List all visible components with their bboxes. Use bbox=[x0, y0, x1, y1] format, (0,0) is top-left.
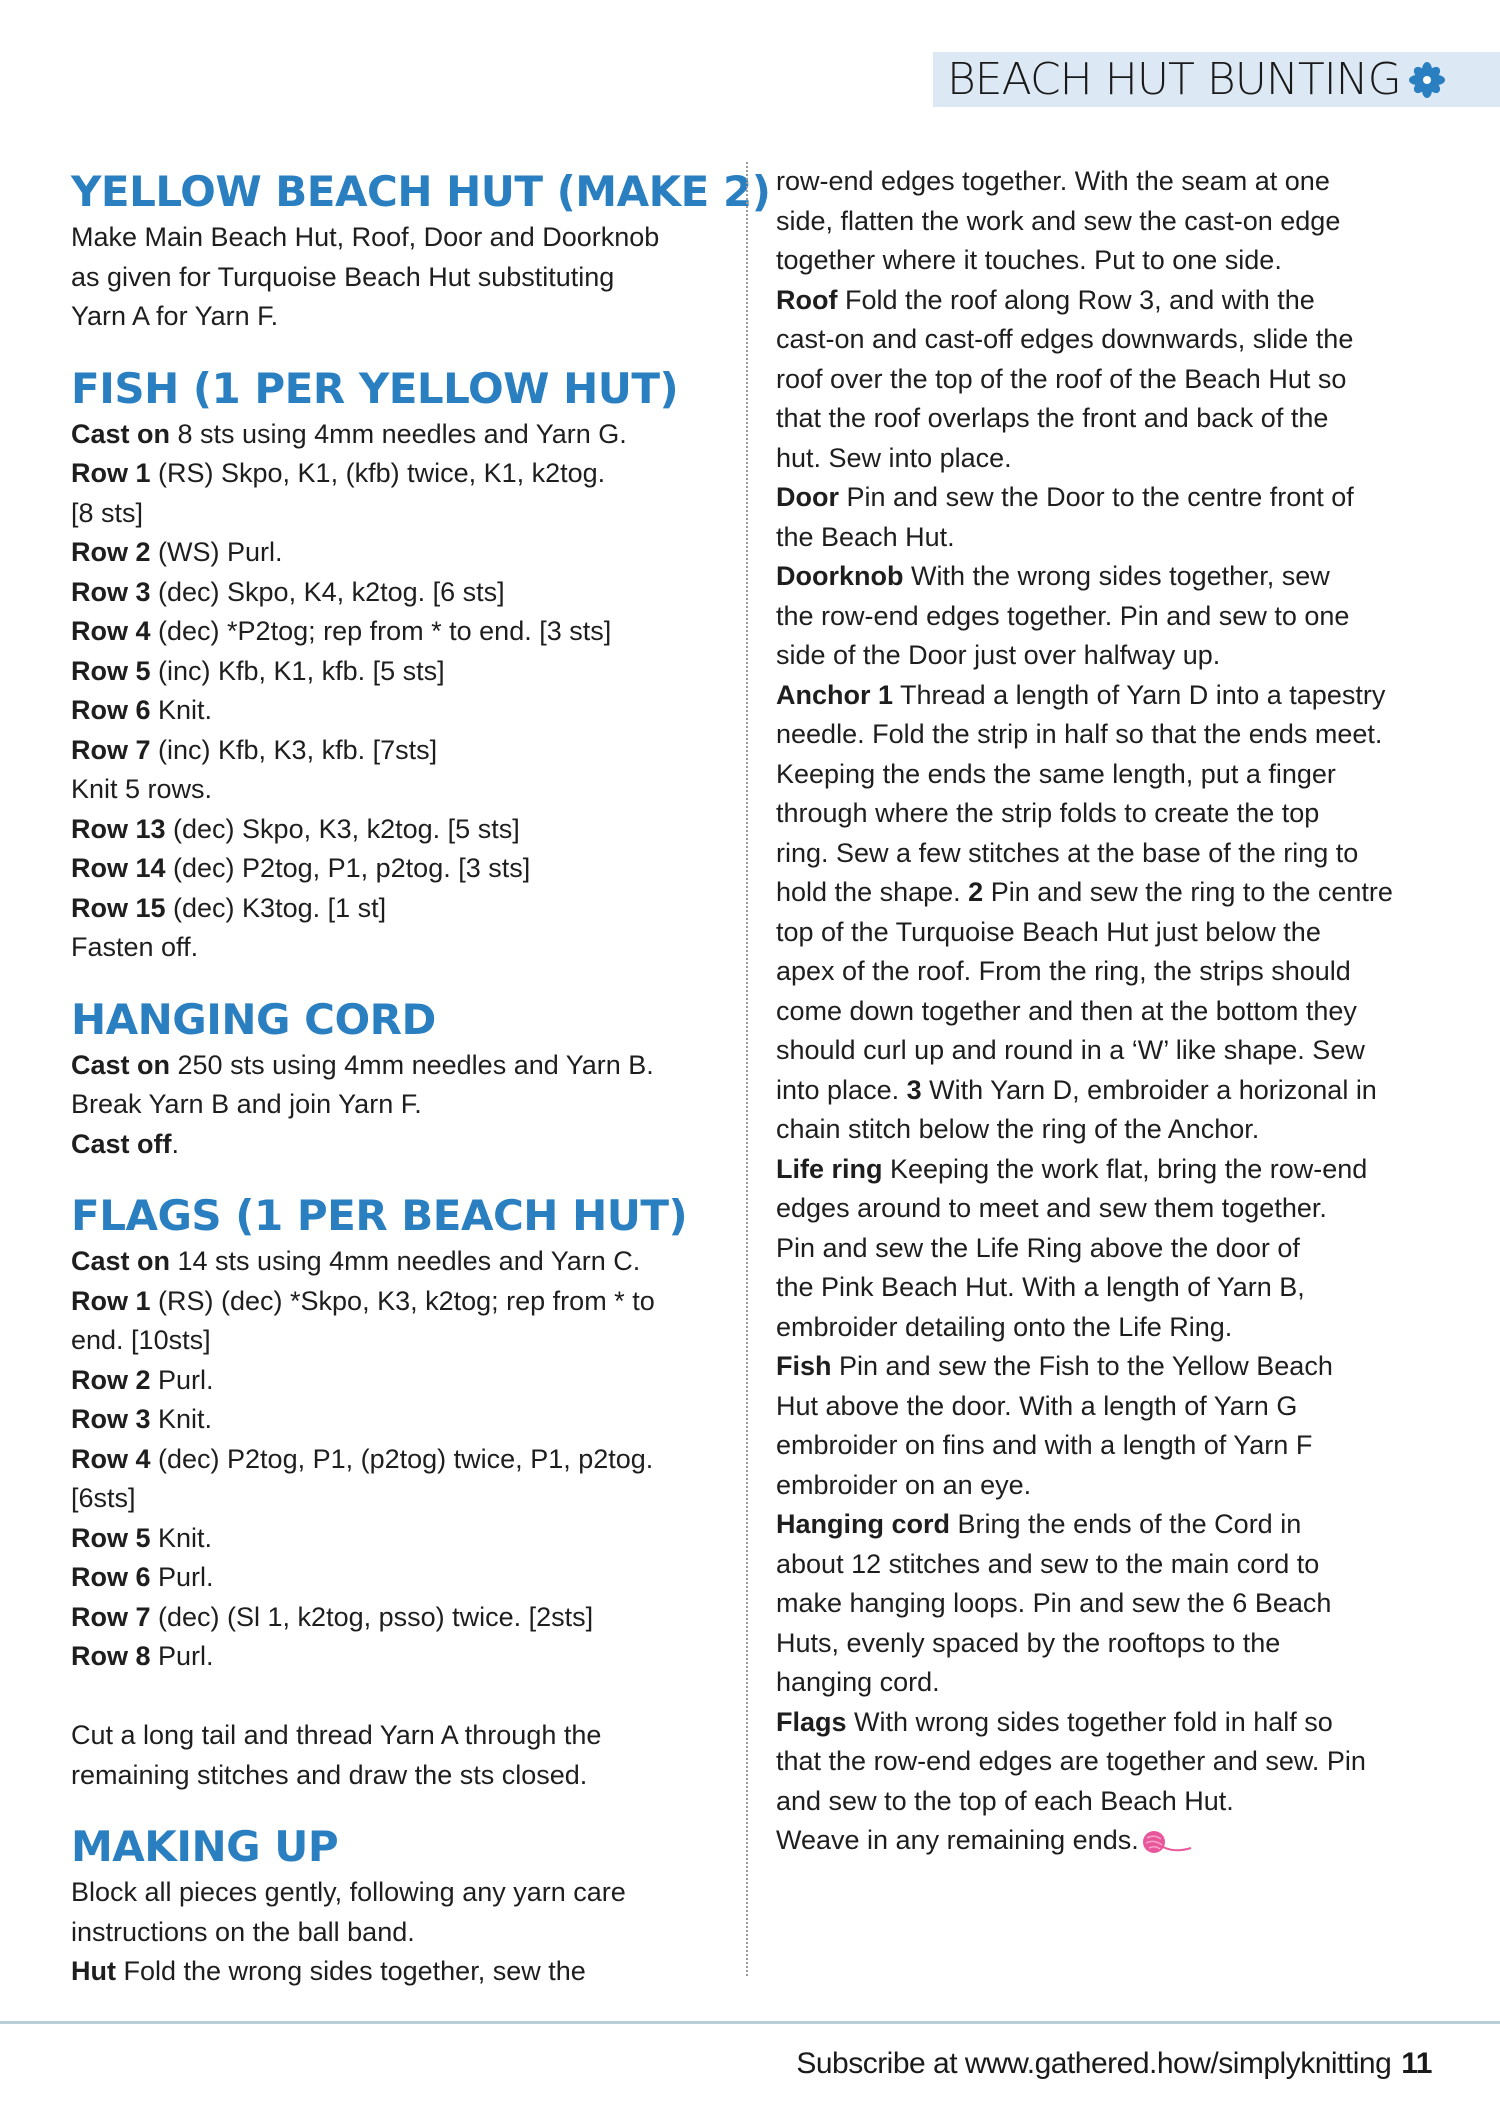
flags-section bbox=[71, 1190, 731, 1795]
text-line bbox=[776, 1308, 1436, 1348]
line-text: Fasten off. bbox=[71, 932, 199, 962]
bold-label: Row 1 bbox=[71, 458, 151, 488]
line-text: (inc) Kfb, K1, kfb. [5 sts] bbox=[150, 655, 445, 686]
line-text: (dec) *P2tog; rep from * to end. [3 sts] bbox=[150, 616, 612, 646]
line-text: Pin and sew the Door to the centre front of bbox=[839, 482, 1354, 512]
line-text: needle. Fold the strip in half so that the ends meet. bbox=[776, 719, 1383, 749]
section-title: FLAGS (1 PER BEACH HUT) bbox=[71, 1191, 688, 1240]
text-line bbox=[71, 1913, 731, 1953]
text-line bbox=[71, 1440, 731, 1480]
text-line bbox=[71, 928, 731, 968]
line-text: Knit. bbox=[150, 695, 213, 725]
text-line: Yarn A for Yarn F. bbox=[71, 301, 279, 331]
line-text: Huts, evenly spaced by the rooftops to the bbox=[776, 1627, 1281, 1658]
text-line bbox=[71, 1046, 731, 1086]
line-text: Block all pieces gently, following any yarn care bbox=[71, 1877, 626, 1907]
bold-label: Roof bbox=[776, 284, 838, 315]
text-line bbox=[71, 533, 731, 573]
text-line bbox=[776, 162, 1436, 202]
line-text: With wrong sides together fold in half so bbox=[846, 1706, 1333, 1737]
text-line bbox=[776, 715, 1436, 755]
bold-label: Row 13 bbox=[71, 813, 166, 844]
line-text: (inc) Kfb, K3, kfb. [7sts] bbox=[150, 734, 438, 765]
line-text: (dec) K3tog. [1 st] bbox=[165, 892, 387, 923]
text-line bbox=[71, 494, 731, 534]
text-line bbox=[71, 1361, 731, 1401]
text-line bbox=[776, 478, 1436, 518]
line-text: Pin and sew the Fish to the Yellow Beach bbox=[831, 1351, 1333, 1381]
line-text: should curl up and round in a ‘W’ like shape. Sew bbox=[776, 1035, 1365, 1065]
flower-icon bbox=[1407, 60, 1447, 100]
line-text: hold the shape. bbox=[776, 877, 969, 907]
text-line bbox=[776, 952, 1436, 992]
text-line bbox=[776, 834, 1436, 874]
bold-label: Row 7 bbox=[71, 1601, 151, 1632]
bold-label: Row 4 bbox=[71, 616, 151, 646]
line-text: apex of the roof. From the ring, the strips should bbox=[776, 956, 1351, 986]
header-band bbox=[933, 52, 1500, 107]
text-line bbox=[776, 1071, 1436, 1111]
text-line bbox=[71, 1085, 731, 1125]
line-text: that the row-end edges are together and sew. Pin bbox=[776, 1746, 1366, 1776]
step-number: 2 bbox=[968, 877, 984, 907]
bold-label: Doorknob bbox=[776, 561, 904, 591]
hanging-cord-section bbox=[71, 994, 731, 1165]
line-text: Purl. bbox=[150, 1641, 214, 1671]
line-text: Weave in any remaining ends. bbox=[776, 1825, 1139, 1855]
text-line bbox=[776, 1742, 1436, 1782]
section-body bbox=[71, 1242, 731, 1677]
line-text: 8 sts using 4mm needles and Yarn G. bbox=[170, 418, 627, 449]
text-line bbox=[776, 913, 1436, 953]
line-text: Pin and sew the Life Ring above the door of bbox=[776, 1232, 1300, 1263]
section-body bbox=[71, 1716, 731, 1795]
text-line bbox=[776, 676, 1436, 716]
line-text: cast-on and cast-off edges downwards, slide the bbox=[776, 324, 1354, 354]
line-text: come down together and then at the bottom they bbox=[776, 995, 1357, 1026]
line-text: hanging cord. bbox=[776, 1667, 940, 1697]
bold-label: Cast on bbox=[71, 1049, 171, 1080]
step-number: 3 bbox=[906, 1074, 922, 1105]
text-line bbox=[71, 454, 731, 494]
bold-label: Row 1 bbox=[71, 1285, 151, 1316]
text-line bbox=[776, 1031, 1436, 1071]
text-line bbox=[71, 810, 731, 850]
bold-label: Cast on bbox=[71, 418, 171, 449]
line-text: hut. Sew into place. bbox=[776, 442, 1012, 473]
section-title: FISH (1 PER YELLOW HUT) bbox=[71, 363, 679, 413]
text-line bbox=[776, 1703, 1436, 1743]
bold-label: Cast off bbox=[71, 1128, 172, 1159]
line-text: and sew to the top of each Beach Hut. bbox=[776, 1785, 1234, 1816]
bold-label: Row 6 bbox=[71, 695, 151, 725]
left-column bbox=[71, 162, 771, 1992]
fish-section bbox=[71, 363, 731, 968]
text-line: remaining stitches and draw the sts closed. bbox=[71, 1759, 588, 1790]
footer bbox=[796, 2047, 1432, 2081]
bold-label: Row 3 bbox=[71, 576, 151, 607]
line-text: side of the Door just over halfway up. bbox=[776, 640, 1221, 670]
text-line bbox=[776, 281, 1436, 321]
section-body bbox=[71, 1873, 731, 1992]
line-text: Purl. bbox=[150, 1364, 214, 1395]
text-line: Make Main Beach Hut, Roof, Door and Doorknob bbox=[71, 222, 660, 252]
text-line bbox=[776, 794, 1436, 834]
line-text: together where it touches. Put to one side. bbox=[776, 245, 1282, 275]
bold-label: Cast on bbox=[71, 1246, 171, 1276]
yellow-beach-hut-section bbox=[71, 166, 771, 337]
text-line bbox=[71, 1598, 731, 1638]
line-text: embroider detailing onto the Life Ring. bbox=[776, 1311, 1233, 1342]
line-text: that the roof overlaps the front and back of the bbox=[776, 403, 1329, 433]
text-line bbox=[776, 241, 1436, 281]
text-line bbox=[776, 1545, 1436, 1585]
text-line bbox=[71, 731, 731, 771]
line-text: Keeping the work flat, bring the row-end bbox=[882, 1153, 1368, 1184]
text-line bbox=[776, 1347, 1436, 1387]
text-line bbox=[71, 1400, 731, 1440]
bold-label: Fish bbox=[776, 1351, 832, 1381]
text-line bbox=[776, 755, 1436, 795]
line-text: side, flatten the work and sew the cast-on edge bbox=[776, 205, 1341, 236]
section-body bbox=[71, 1046, 731, 1165]
line-text: (dec) P2tog, P1, p2tog. [3 sts] bbox=[165, 853, 531, 883]
section-body bbox=[71, 415, 731, 968]
text-line: as given for Turquoise Beach Hut substituting bbox=[71, 261, 615, 292]
line-text: embroider on an eye. bbox=[776, 1469, 1032, 1500]
text-line bbox=[776, 1387, 1436, 1427]
line-text: (dec) Skpo, K4, k2tog. [6 sts] bbox=[150, 576, 505, 607]
text-line bbox=[776, 1229, 1436, 1269]
text-line bbox=[776, 1189, 1436, 1229]
text-line bbox=[776, 1466, 1436, 1506]
line-text: the Beach Hut. bbox=[776, 521, 955, 552]
line-text: Fold the wrong sides together, sew the bbox=[115, 1956, 586, 1986]
line-text: 14 sts using 4mm needles and Yarn C. bbox=[170, 1246, 641, 1276]
page-header-title: BEACH HUT BUNTING bbox=[947, 53, 1401, 105]
bold-label: Row 3 bbox=[71, 1404, 151, 1434]
text-line bbox=[71, 1637, 731, 1677]
line-text: Fold the roof along Row 3, and with the bbox=[837, 284, 1315, 315]
line-text: roof over the top of the roof of the Beach Hut so bbox=[776, 363, 1347, 394]
text-line bbox=[71, 1282, 731, 1322]
line-text: Keeping the ends the same length, put a finger bbox=[776, 758, 1336, 789]
line-text: Pin and sew the ring to the centre bbox=[983, 877, 1393, 907]
line-text: top of the Turquoise Beach Hut just below the bbox=[776, 916, 1321, 947]
line-text: edges around to meet and sew them together. bbox=[776, 1193, 1327, 1223]
bold-label: Life ring bbox=[776, 1153, 883, 1184]
text-line bbox=[71, 691, 731, 731]
section-title: HANGING CORD bbox=[71, 994, 436, 1044]
bold-label: Row 6 bbox=[71, 1562, 151, 1592]
text-line bbox=[776, 202, 1436, 242]
text-line bbox=[776, 992, 1436, 1032]
line-text: about 12 stitches and sew to the main cord to bbox=[776, 1548, 1320, 1579]
making-up-section bbox=[71, 1821, 731, 1992]
text-line bbox=[776, 557, 1436, 597]
page-number: 11 bbox=[1401, 2047, 1432, 2080]
text-line bbox=[776, 1584, 1436, 1624]
text-line bbox=[71, 1242, 731, 1282]
text-line bbox=[71, 1558, 731, 1598]
bold-label: Row 8 bbox=[71, 1641, 151, 1671]
bold-label: Row 2 bbox=[71, 537, 151, 567]
subscribe-text: Subscribe at www.gathered.how/simplyknitting bbox=[796, 2047, 1392, 2080]
bold-label: Row 7 bbox=[71, 734, 151, 765]
making-up-continued bbox=[776, 162, 1436, 1861]
text-line: Cut a long tail and thread Yarn A through the bbox=[71, 1720, 602, 1750]
line-text: (RS) Skpo, K1, (kfb) twice, K1, k2tog. bbox=[150, 458, 606, 488]
text-line bbox=[776, 1505, 1436, 1545]
text-line bbox=[71, 1125, 731, 1165]
text-line bbox=[71, 849, 731, 889]
line-text: (WS) Purl. bbox=[150, 537, 283, 567]
text-line bbox=[776, 1426, 1436, 1466]
bold-label: Row 4 bbox=[71, 1443, 151, 1474]
text-line bbox=[71, 1952, 731, 1992]
line-text: embroider on fins and with a length of Yarn F bbox=[776, 1430, 1313, 1460]
bold-label: Row 5 bbox=[71, 1522, 151, 1553]
text-line bbox=[776, 399, 1436, 439]
line-text: Purl. bbox=[150, 1562, 214, 1592]
footer-rule bbox=[0, 2021, 1500, 2024]
text-line bbox=[71, 612, 731, 652]
line-text: Knit 5 rows. bbox=[71, 774, 213, 804]
line-text: With the wrong sides together, sew bbox=[903, 561, 1330, 591]
line-text: make hanging loops. Pin and sew the 6 Beach bbox=[776, 1588, 1332, 1618]
line-text: Hut above the door. With a length of Yarn G bbox=[776, 1390, 1298, 1421]
text-line bbox=[776, 873, 1436, 913]
bold-label: Hut bbox=[71, 1956, 116, 1986]
bold-label: Flags bbox=[776, 1706, 847, 1737]
line-text: Break Yarn B and join Yarn F. bbox=[71, 1089, 422, 1119]
line-text: Bring the ends of the Cord in bbox=[950, 1509, 1302, 1539]
text-line bbox=[776, 1624, 1436, 1664]
line-text: Knit. bbox=[150, 1404, 213, 1434]
line-text: instructions on the ball band. bbox=[71, 1916, 415, 1947]
section-body bbox=[71, 218, 731, 337]
section-title: MAKING UP bbox=[71, 1822, 339, 1871]
bold-label: Row 14 bbox=[71, 853, 166, 883]
text-line bbox=[776, 1150, 1436, 1190]
line-text: Knit. bbox=[150, 1522, 213, 1553]
text-line bbox=[71, 770, 731, 810]
right-column bbox=[776, 162, 1436, 1861]
text-line bbox=[776, 636, 1436, 676]
text-line bbox=[776, 1782, 1436, 1822]
text-line bbox=[776, 1663, 1436, 1703]
text-line bbox=[71, 1873, 731, 1913]
line-text: into place. bbox=[776, 1074, 907, 1105]
bold-label: Door bbox=[776, 482, 839, 512]
line-text: through where the strip folds to create the top bbox=[776, 798, 1320, 828]
text-line bbox=[71, 1479, 731, 1519]
section-title: YELLOW BEACH HUT (MAKE 2) bbox=[71, 167, 771, 216]
paragraph-gap bbox=[71, 1677, 731, 1717]
text-line bbox=[71, 1321, 731, 1361]
bold-label: Row 15 bbox=[71, 892, 166, 923]
text-line bbox=[71, 415, 731, 455]
line-text: Thread a length of Yarn D into a tapestry bbox=[893, 679, 1386, 710]
bold-label: Row 2 bbox=[71, 1364, 151, 1395]
line-text: [8 sts] bbox=[71, 497, 144, 528]
line-text: chain stitch below the ring of the Anchor. bbox=[776, 1114, 1260, 1144]
text-line bbox=[776, 1821, 1436, 1861]
text-line bbox=[71, 652, 731, 692]
text-line bbox=[71, 573, 731, 613]
line-text: the Pink Beach Hut. With a length of Yarn B, bbox=[776, 1272, 1305, 1302]
line-text: (dec) (Sl 1, k2tog, psso) twice. [2sts] bbox=[150, 1601, 594, 1632]
line-text: (dec) P2tog, P1, (p2tog) twice, P1, p2tog. bbox=[150, 1443, 654, 1474]
line-text: . bbox=[171, 1128, 180, 1159]
column-divider bbox=[746, 162, 748, 1976]
line-text: row-end edges together. With the seam at one bbox=[776, 166, 1330, 196]
text-line bbox=[776, 518, 1436, 558]
text-line bbox=[776, 1110, 1436, 1150]
text-line bbox=[776, 439, 1436, 479]
line-text: With Yarn D, embroider a horizonal in bbox=[921, 1074, 1377, 1105]
line-text: (dec) Skpo, K3, k2tog. [5 sts] bbox=[165, 813, 520, 844]
bold-label: Row 5 bbox=[71, 655, 151, 686]
bold-label: Hanging cord bbox=[776, 1509, 950, 1539]
line-text: ring. Sew a few stitches at the base of the ring to bbox=[776, 837, 1359, 868]
bold-label: Anchor 1 bbox=[776, 679, 894, 710]
text-line bbox=[776, 597, 1436, 637]
line-text: (RS) (dec) *Skpo, K3, k2tog; rep from * to bbox=[150, 1285, 655, 1316]
text-line bbox=[776, 1268, 1436, 1308]
line-text: the row-end edges together. Pin and sew to one bbox=[776, 600, 1350, 631]
text-line bbox=[71, 889, 731, 929]
text-line bbox=[776, 320, 1436, 360]
line-text: end. [10sts] bbox=[71, 1325, 211, 1355]
text-line bbox=[776, 360, 1436, 400]
line-text: [6sts] bbox=[71, 1483, 136, 1513]
yarn-ball-icon bbox=[1141, 1829, 1193, 1855]
line-text: 250 sts using 4mm needles and Yarn B. bbox=[170, 1049, 654, 1080]
text-line bbox=[71, 1519, 731, 1559]
